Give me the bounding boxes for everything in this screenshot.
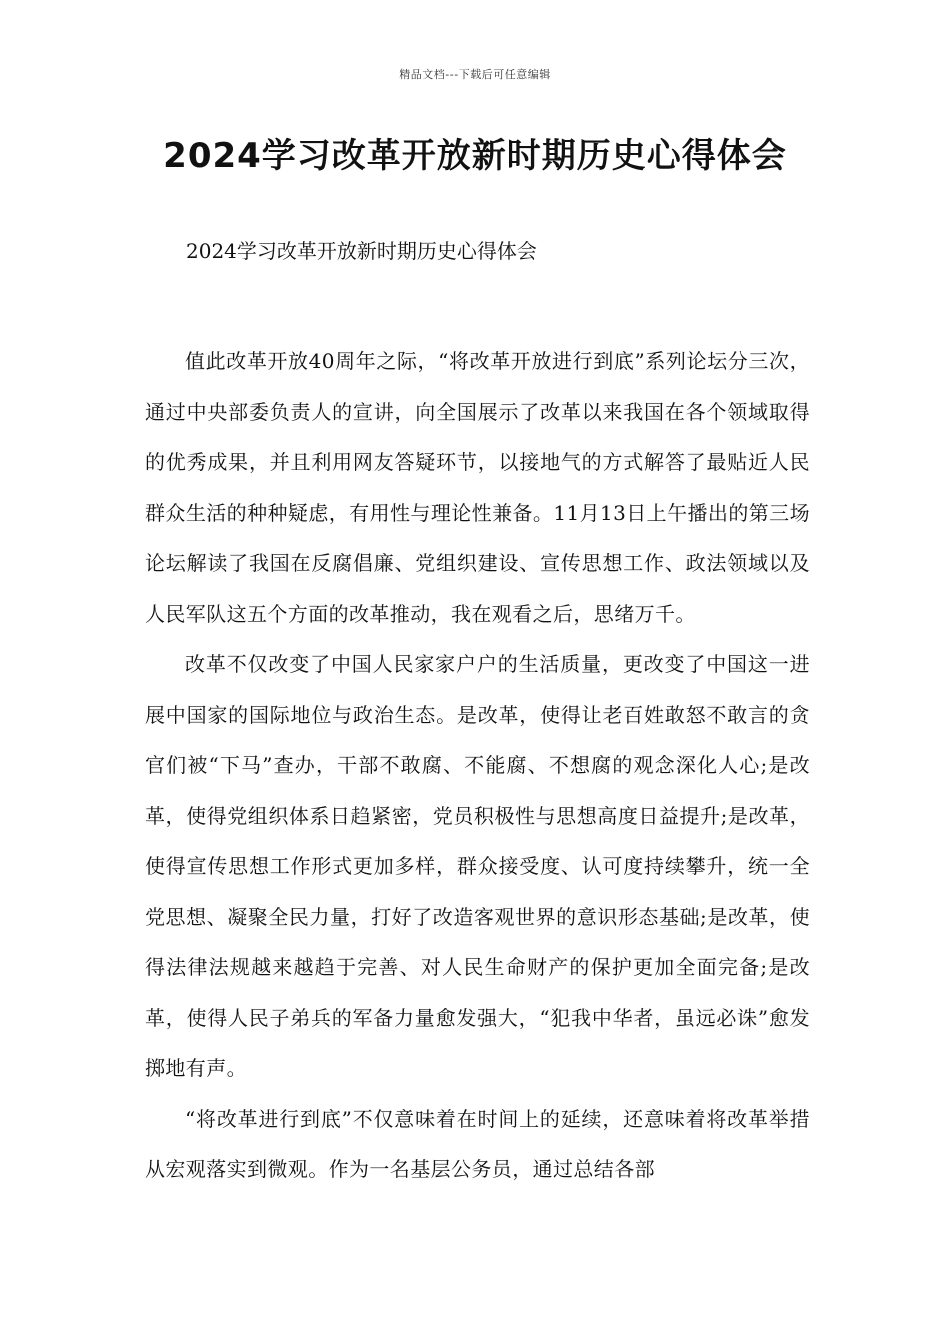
paragraph-3: “将改革进行到底”不仅意味着在时间上的延续，还意味着将改革举措从宏观落实到微观。作为一名基层公务员，通过总结各部 bbox=[145, 1106, 810, 1181]
document-title: 2024学习改革开放新时期历史心得体会 bbox=[163, 136, 787, 176]
document-body bbox=[145, 336, 810, 1195]
paragraph-1: 值此改革开放40周年之际，“将改革开放进行到底”系列论坛分三次，通过中央部委负责人的宣讲，向全国展示了改革以来我国在各个领域取得的优秀成果，并且利用网友答疑环节，以接地气的方式解答了最贴近人民群众生活的种种疑虑，有用性与理论性兼备。11月13日上午播出的第三场论坛解读了我国在反腐倡廉、党组织建设、宣传思想工作、政法领域以及人民军队这五个方面的改革推动，我在观看之后，思绪万千。 bbox=[145, 349, 810, 626]
page-header-note: 精品文档---下载后可任意编辑 bbox=[399, 68, 551, 81]
paragraph-2: 改革不仅改变了中国人民家家户户的生活质量，更改变了中国这一进展中国家的国际地位与政治生态。是改革，使得让老百姓敢怒不敢言的贪官们被“下马”查办，干部不敢腐、不能腐、不想腐的观念深化人心;是改革，使得党组织体系日趋紧密，党员积极性与思想高度日益提升;是改革，使得宣传思想工作形式更加多样，群众接受度、认可度持续攀升，统一全党思想、凝聚全民力量，打好了改造客观世界的意识形态基础;是改革，使得法律法规越来越趋于完善、对人民生命财产的保护更加全面完备;是改革，使得人民子弟兵的军备力量愈发强大，“犯我中华者，虽远必诛”愈发掷地有声。 bbox=[145, 652, 810, 1080]
document-subtitle: 2024学习改革开放新时期历史心得体会 bbox=[186, 239, 537, 263]
